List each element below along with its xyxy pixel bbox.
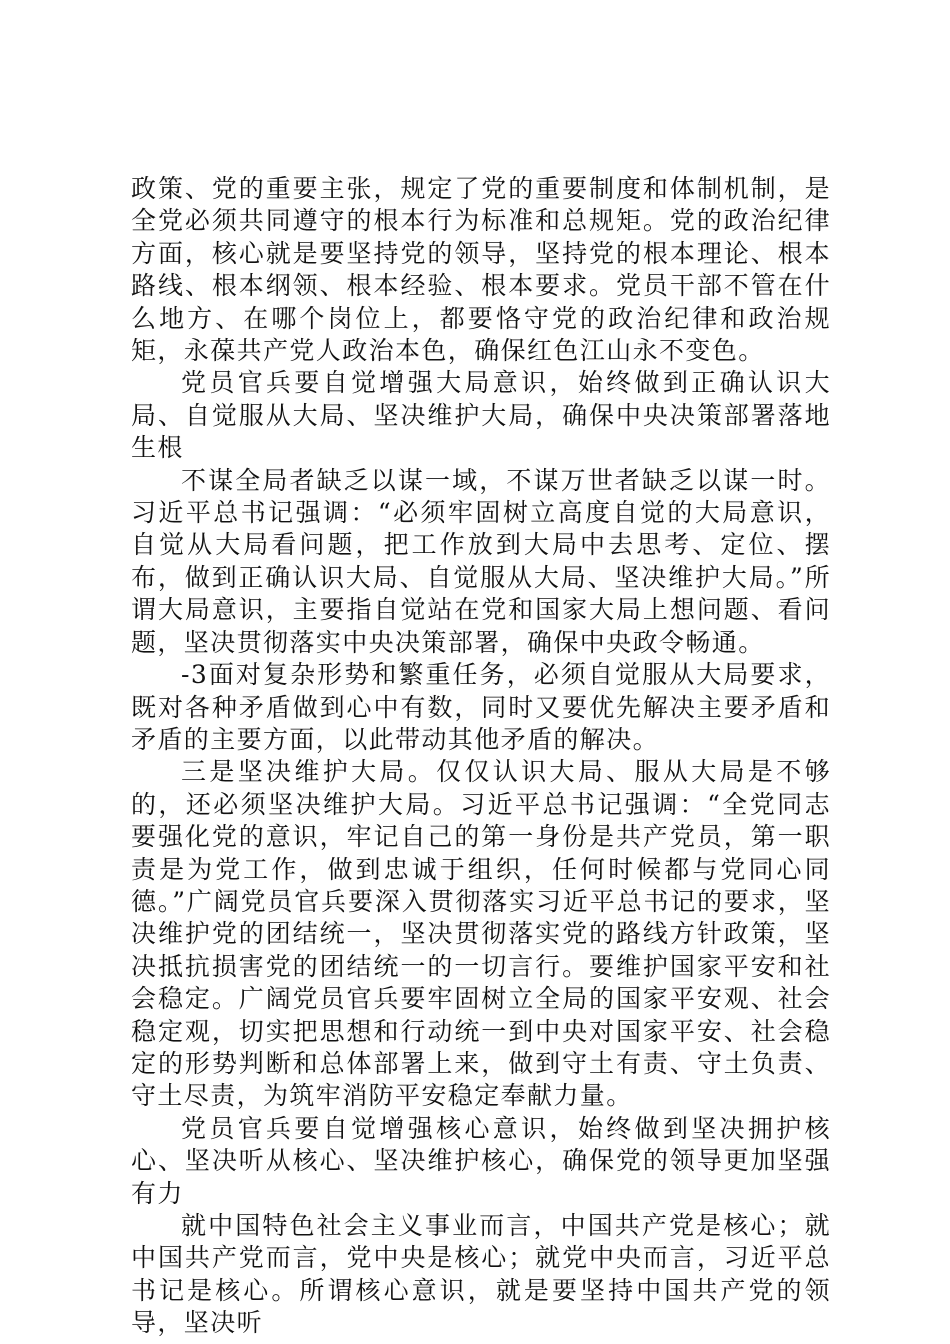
paragraph-overall-awareness: 不谋全局者缺乏以谋一域，不谋万世者缺乏以谋一时。习近平总书记强调：“必须牢固树立高度自觉的大局意识，自觉从大局看问题，把工作放到大局中去思考、定位、摆布，做到正确认识大局、自觉服从大局、坚决维护大局。”所谓大局意识，主要指自觉站在党和国家大局上想问题、看问题，坚决贯彻落实中央决策部署，确保中央政令畅通。 bbox=[131, 465, 831, 657]
paragraph-defend-overall: 三是坚决维护大局。仅仅认识大局、服从大局是不够的，还必须坚决维护大局。习近平总书记强调：“全党同志要强化党的意识，牢记自己的第一身份是共产党员，第一职责是为党工作，做到忠诚于组织，任何时候都与党同心同德。”广阔党员官兵要深入贯彻落实习近平总书记的要求，坚决维护党的团结统一，坚决贯彻落实党的路线方针政策，坚决抵抗损害党的团结统一的一切言行。要维护国家平安和社会稳定。广阔党员官兵要牢固树立全局的国家平安观、社会稳定观，切实把思想和行动统一到中央对国家平安、社会稳定的形势判断和总体部署上来，做到守土有责、守土负责、守土尽责，为筑牢消防平安稳定奉献力量。 bbox=[131, 757, 831, 1111]
paragraph-core-awareness: 就中国特色社会主义事业而言，中国共产党是核心；就中国共产党而言，党中央是核心；就党中央而言，习近平总书记是核心。所谓核心意识，就是要坚持中国共产党的领导，坚决听 bbox=[131, 1211, 831, 1338]
heading-overall-awareness: 党员官兵要自觉增强大局意识，始终做到正确认识大局、自觉服从大局、坚决维护大局，确保中央决策部署落地生根 bbox=[131, 368, 831, 463]
document-body bbox=[131, 173, 831, 1340]
paragraph-political-discipline: 政策、党的重要主张，规定了党的重要制度和体制机制，是全党必须共同遵守的根本行为标准和总规矩。党的政治纪律方面，核心就是要坚持党的领导，坚持党的根本理论、根本路线、根本纲领、根本经验、根本要求。党员干部不管在什么地方、在哪个岗位上，都要恪守党的政治纪律和政治规矩，永葆共产党人政治本色，确保红色江山永不变色。 bbox=[131, 174, 831, 366]
paragraph-obey-overall: -3面对复杂形势和繁重任务，必须自觉服从大局要求，既对各种矛盾做到心中有数，同时又要优先解决主要矛盾和矛盾的主要方面，以此带动其他矛盾的解决。 bbox=[131, 660, 831, 754]
heading-core-awareness: 党员官兵要自觉增强核心意识，始终做到坚决拥护核心、坚决听从核心、坚决维护核心，确保党的领导更加坚强有力 bbox=[131, 1113, 831, 1208]
